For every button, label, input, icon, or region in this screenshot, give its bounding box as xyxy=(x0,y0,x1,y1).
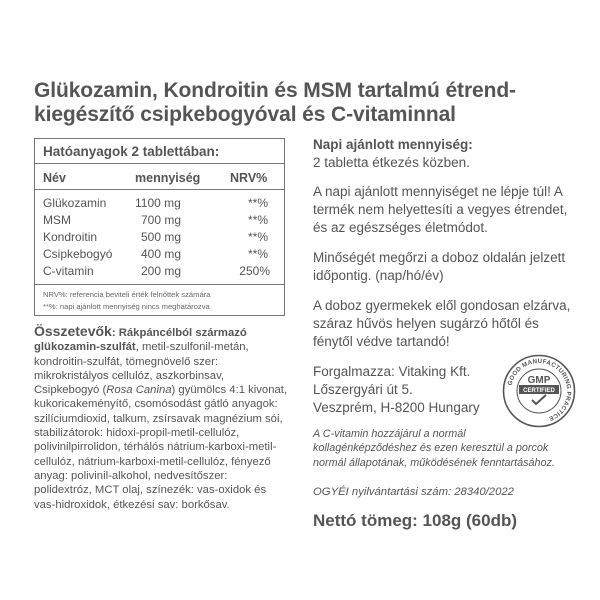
product-title-line-2: kiegészítő csipkebogyóval és C-vitaminnal xyxy=(34,103,456,126)
row-amount: 700 mg xyxy=(141,213,182,227)
row-nrv: **% xyxy=(247,247,268,261)
gmp-ring-text: GOOD MANUFACTURING PRACTICE xyxy=(506,357,573,423)
table-divider xyxy=(35,163,284,164)
row-nrv: **% xyxy=(247,196,268,210)
row-name: C-vitamin xyxy=(43,264,94,278)
table-row xyxy=(35,247,284,262)
table-row xyxy=(35,230,284,245)
active-ingredients-table xyxy=(34,138,285,316)
ingredients-colon: : xyxy=(111,327,119,339)
nrv-footnote-2: **%: napi ajánlott mennyiség nincs meghatározva xyxy=(43,302,210,311)
ingredients-text xyxy=(34,324,288,512)
gmp-certified-seal xyxy=(502,354,576,428)
distributor-block xyxy=(313,363,513,417)
nrv-footnote: NRV%: referencia beviteli érték felnőttek számára xyxy=(43,290,211,299)
ingredients-text-1: , metil-szulfonil-metán, kondroitin-szulfát, tömegnövelő szer: mikrokristályos cellulóz, aszkorbinsav, Csipkebogyó ( xyxy=(34,341,249,397)
row-name: Kondroitin xyxy=(43,230,98,244)
row-nrv: **% xyxy=(247,213,268,227)
column-header-nrv: NRV% xyxy=(230,171,268,185)
row-nrv: 250% xyxy=(239,264,270,278)
ingredients-bold-part: Rákpáncélból származó glükozamin-szulfát xyxy=(34,327,247,354)
ogyei-registration: OGYÉI nyilvántartási szám: 28340/2022 xyxy=(313,486,514,498)
gmp-center-text: GMP xyxy=(527,375,551,386)
row-amount: 500 mg xyxy=(141,230,182,244)
dosage-title: Napi ajánlott mennyiség: xyxy=(313,137,473,152)
row-name: Glükozamin xyxy=(43,196,107,210)
row-nrv: **% xyxy=(247,230,268,244)
column-header-name: Név xyxy=(43,171,66,185)
ingredients-text-2: ) gyümölcs 4:1 kivonat, kukoricakeményítő, csomósodást gátló anyagok: szilíciumdioxid, talkum, zsírsavak magnézium sói, stabilizátorok: hidoxi-propil-metil-cellulóz, polivinilpirrolidon, térhálós nátrium-karboxi-metil-cellulóz, nátrium-karboxi-metil-cellulóz, fényező anyag: polivinil-alkohol, nedvesítőszer: polidextróz, MCT olaj, színezék: vas-oxidok és vas-hidroxidok, étkezési sav: borkősav. xyxy=(34,384,288,511)
row-amount: 1100 mg xyxy=(135,196,181,210)
distributor-line-2: Lőszergyári út 5. xyxy=(313,382,413,397)
table-row xyxy=(35,264,284,279)
row-name: MSM xyxy=(43,213,71,227)
storage-text: A doboz gyermekek elől gondosan elzárva, száraz hűvös helyen sugárzó hőtől és fénytől védve tartandó! xyxy=(313,298,571,349)
gmp-certified-text: CERTIFIED xyxy=(523,388,555,395)
vitamin-c-claim: A C-vitamin hozzájárul a normál kollagénképződéshez és ezen keresztül a porcok normál állapotának, működésének fenntartásához. xyxy=(313,428,555,469)
row-name: Csipkebogyó xyxy=(43,247,113,261)
table-row xyxy=(35,196,284,211)
product-title xyxy=(34,79,574,127)
row-amount: 200 mg xyxy=(141,264,182,278)
ingredients-latin-name: Rosa Canina xyxy=(106,384,172,397)
dosage-block xyxy=(313,136,575,172)
table-row xyxy=(35,213,284,228)
dosage-text: 2 tabletta étkezés közben. xyxy=(313,155,470,170)
ingredients-label: Összetevők xyxy=(34,323,112,339)
table-divider xyxy=(35,189,284,190)
table-divider xyxy=(35,284,284,285)
distributor-line-1: Forgalmazza: Vitaking Kft. xyxy=(313,364,471,379)
best-before-text: Minőségét megőrzi a doboz oldalán jelzett időpontig. (nap/hó/év) xyxy=(313,250,566,283)
product-title-line-1: Glükozamin, Kondroitin és MSM tartalmú étrend- xyxy=(34,79,516,102)
net-weight: Nettó tömeg: 108g (60db) xyxy=(313,511,518,530)
distributor-line-3: Veszprém, H-8200 Hungary xyxy=(313,400,480,415)
table-title: Hatóanyagok 2 tablettában: xyxy=(43,144,220,159)
warning-text: A napi ajánlott mennyiséget ne lépje túl! A termék nem helyettesíti a vegyes étrendet, és az egészséges életmódot. xyxy=(313,184,568,235)
column-header-amount: mennyiség xyxy=(135,171,201,185)
row-amount: 400 mg xyxy=(141,247,182,261)
